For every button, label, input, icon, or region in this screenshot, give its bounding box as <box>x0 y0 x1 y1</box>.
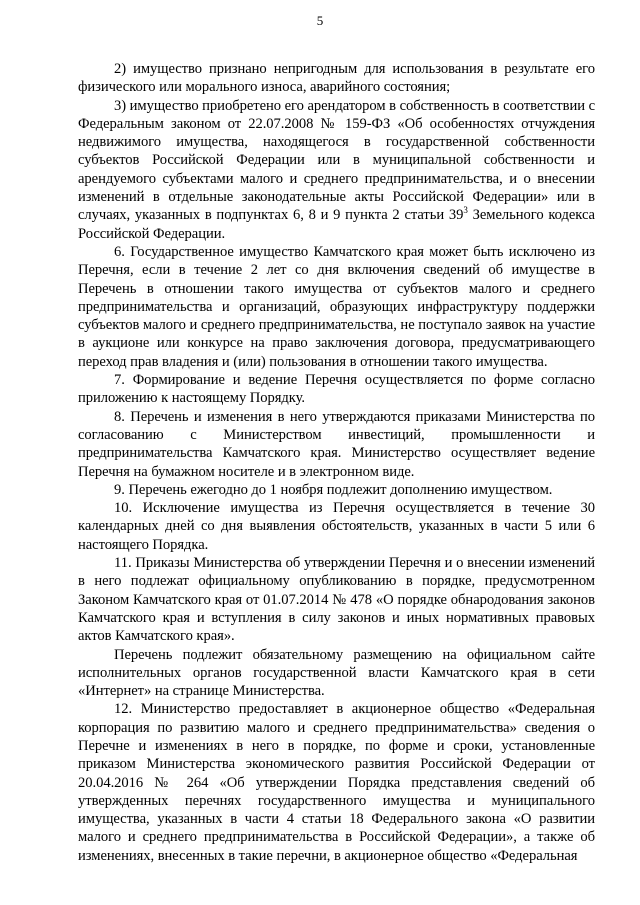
paragraph-11-continued: Перечень подлежит обязательному размещению на официальном сайте исполнительных органов государственной власти Камчатского края в сети «Интернет» на странице Министерства. <box>78 646 595 700</box>
document-body <box>78 60 595 865</box>
paragraph-item-3-text: 3) имущество приобретено его арендатором в собственность в соответствии с Федеральным законом от 22.07.2008 № 159-ФЗ «Об особенностях отчуждения недвижимого имущества, находящегося в государственной собственности субъектов Российской Федерации или в муниципальной собственности и арендуемого субъектами малого и среднего предпринимательства, и о внесении изменений в отдельные законодательные акты Российской Федерации» или в случаях, указанных в подпунктах 6, 8 и 9 пункта 2 статьи 39 <box>78 97 595 224</box>
page-number: 5 <box>316 13 324 28</box>
article-superscript: 3 <box>463 205 468 216</box>
paragraph-item-3 <box>78 97 595 243</box>
paragraph-9: 9. Перечень ежегодно до 1 ноября подлежит дополнению имуществом. <box>114 481 553 498</box>
paragraph-12: 12. Министерство предоставляет в акционерное общество «Федеральная корпорация по развитию малого и среднего предпринимательства» сведения о Перечне и изменениях в него в порядке, по форме и сроки, установленные приказом Министерства экономического развития Российской Федерации от 20.04.2016 № 264 «Об утверждении Порядка представления сведений об утвержденных перечнях государственного имущества и муниципального имущества, указанных в части 4 статьи 18 Федерального закона «О развитии малого и среднего предпринимательства в Российской Федерации», а также об изменениях, внесенных в такие перечни, в акционерное общество «Федеральная <box>78 701 595 864</box>
paragraph-7: 7. Формирование и ведение Перечня осуществляется по форме согласно приложению к настоящему Порядку. <box>78 372 595 407</box>
paragraph-item-2: 2) имущество признано непригодным для использования в результате его физического или морального износа, аварийного состояния; <box>78 61 595 96</box>
paragraph-10: 10. Исключение имущества из Перечня осуществляется в течение 30 календарных дней со дня выявления обстоятельств, указанных в части 5 или 6 настоящего Порядка. <box>78 500 595 553</box>
paragraph-6: 6. Государственное имущество Камчатского края может быть исключено из Перечня, если в течение 2 лет со дня включения сведений об имуществе в Перечень в отношении такого имущества от субъектов малого и среднего предпринимательства и организаций, образующих инфраструктуру поддержки субъектов малого и среднего предпринимательства, не поступало заявок на участие в аукционе или конкурсе на право заключения договора, предусматривающего переход прав владения и (или) пользования в отношении такого имущества. <box>78 243 595 370</box>
paragraph-item-3-tail: Земельного кодекса Российской Федерации. <box>78 207 595 242</box>
paragraph-11: 11. Приказы Министерства об утверждении Перечня и о внесении изменений в него подлежат официальному опубликованию в порядке, предусмотренном Законом Камчатского края от 01.07.2014 № 478 «О порядке обнародования законов Камчатского края и вступления в силу законов и иных нормативных правовых актов Камчатского края». <box>78 555 595 645</box>
paragraph-8: 8. Перечень и изменения в него утверждаются приказами Министерства по согласованию с Министерством инвестиций, промышленности и предпринимательства Камчатского края. Министерство осуществляет ведение Перечня на бумажном носителе и в электронном виде. <box>78 408 595 480</box>
